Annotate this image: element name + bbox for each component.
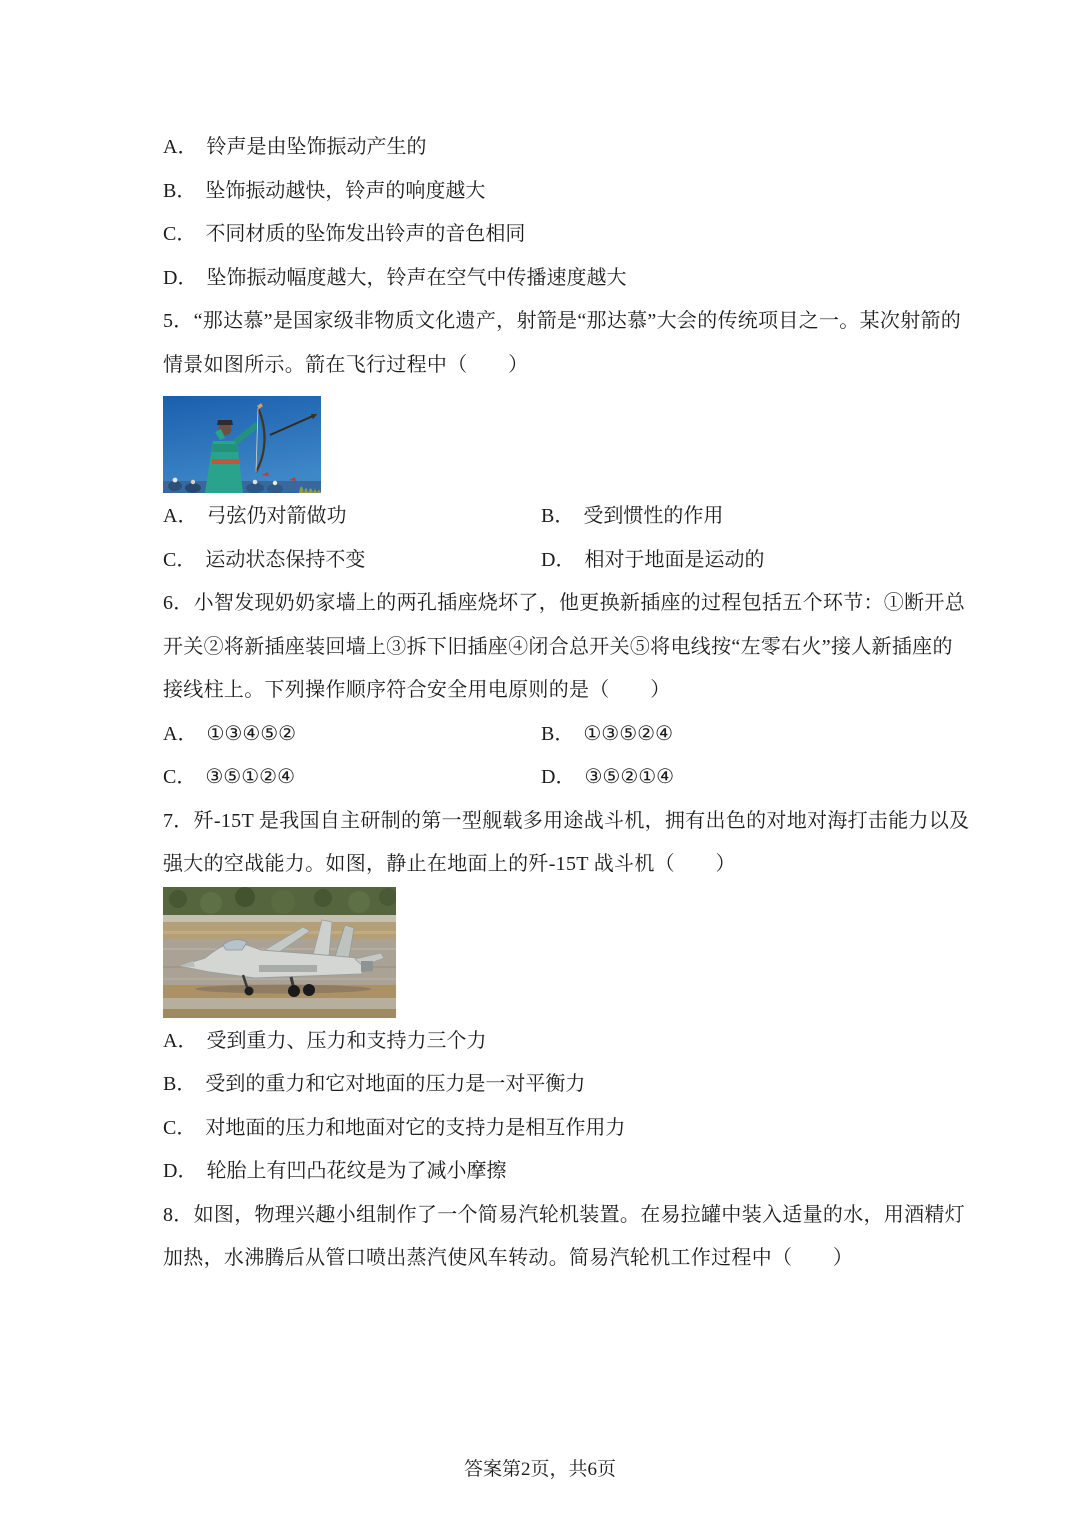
- question-stem-line: 8．如图，物理兴趣小组制作了一个简易汽轮机装置。在易拉罐中装入适量的水，用酒精灯: [163, 1203, 965, 1226]
- option-row: [163, 1150, 921, 1194]
- option-text: 相对于地面是运动的: [584, 548, 765, 571]
- option-label: D．: [541, 548, 576, 571]
- option-text: 受到的重力和它对地面的压力是一对平衡力: [205, 1073, 586, 1095]
- option-row: [163, 170, 921, 214]
- option-label: B．: [541, 722, 575, 745]
- question-stem-line: 开关②将新插座装回墙上③拆下旧插座④闭合总开关⑤将电线按“左零右火”接人新插座的: [163, 635, 953, 658]
- option-text: 对地面的压力和地面对它的支持力是相互作用力: [205, 1116, 626, 1139]
- option-label: C．: [163, 548, 197, 571]
- page-footer: 答案第2页，共6页: [463, 1459, 616, 1480]
- option-label: A．: [163, 1029, 198, 1052]
- question-stem-line: 情景如图所示。箭在飞行过程中（ ）: [163, 353, 529, 376]
- option-row: [163, 713, 541, 757]
- option-row: [163, 1107, 921, 1151]
- question-stem-line: 接线柱上。下列操作顺序符合安全用电原则的是（ ）: [163, 679, 671, 701]
- option-label: B．: [541, 505, 575, 527]
- page-content: [163, 126, 970, 1281]
- option-text: ①③⑤②④: [583, 722, 673, 745]
- option-label: C．: [163, 766, 197, 788]
- option-text: 不同材质的坠饰发出铃声的音色相同: [205, 223, 526, 245]
- question-stem-line: 加热，水沸腾后从管口喷出蒸汽使风车转动。简易汽轮机工作过程中（ ）: [163, 1247, 854, 1269]
- question-stem-line: 5．“那达慕”是国家级非物质文化遗产，射箭是“那达慕”大会的传统项目之一。某次射箭的: [163, 310, 962, 332]
- option-row: [163, 495, 541, 539]
- fighter-jet-photo: [163, 887, 921, 1018]
- question-stem-line: 强大的空战能力。如图，静止在地面上的歼-15T 战斗机（ ）: [163, 853, 736, 875]
- question-6: [163, 582, 965, 800]
- option-row: [541, 495, 921, 539]
- option-grid-row: [163, 756, 921, 800]
- option-text: 受到惯性的作用: [583, 505, 724, 527]
- fighter-jet-photo-graphic: [163, 887, 396, 1018]
- option-text: 铃声是由坠饰振动产生的: [206, 136, 427, 158]
- question-stem-line: 7．歼-15T 是我国自主研制的第一型舰载多用途战斗机，拥有出色的对地对海打击能力以及: [163, 809, 970, 832]
- option-label: B．: [163, 179, 197, 202]
- question-5: [163, 300, 962, 582]
- option-row: [541, 756, 921, 800]
- option-text: ③⑤②①④: [584, 766, 675, 788]
- option-label: C．: [163, 1116, 197, 1139]
- option-text: 坠饰振动越快，铃声的响度越大: [205, 179, 486, 202]
- option-row: [541, 539, 921, 583]
- option-label: D．: [163, 266, 198, 289]
- option-text: 运动状态保持不变: [205, 548, 366, 571]
- option-text: ③⑤①②④: [205, 766, 295, 788]
- option-text: 坠饰振动幅度越大，铃声在空气中传播速度越大: [206, 266, 627, 289]
- option-row: [163, 213, 921, 257]
- option-row: [163, 126, 921, 170]
- option-label: A．: [163, 505, 198, 527]
- option-row: [163, 257, 921, 301]
- option-text: ①③④⑤②: [206, 722, 297, 745]
- option-row: [163, 1063, 921, 1107]
- option-grid-row: [163, 495, 921, 539]
- option-grid-row: [163, 539, 921, 583]
- option-row: [541, 713, 921, 757]
- option-label: A．: [163, 722, 198, 745]
- question-stem-line: 6．小智发现奶奶家墙上的两孔插座烧坏了，他更换新插座的过程包括五个环节：①断开总: [163, 592, 965, 614]
- option-text: 受到重力、压力和支持力三个力: [206, 1029, 487, 1052]
- option-text: 弓弦仍对箭做功: [206, 505, 347, 527]
- option-grid-row: [163, 713, 921, 757]
- option-text: 轮胎上有凹凸花纹是为了减小摩擦: [206, 1160, 507, 1182]
- option-row: [163, 539, 541, 583]
- option-label: A．: [163, 136, 198, 158]
- option-row: [163, 756, 541, 800]
- archery-photo: [163, 396, 921, 493]
- option-label: D．: [163, 1160, 198, 1182]
- option-label: C．: [163, 223, 197, 245]
- option-label: D．: [541, 766, 576, 788]
- archery-photo-graphic: [163, 396, 321, 493]
- question-8: [163, 1194, 965, 1281]
- question-7: [163, 800, 970, 1194]
- option-label: B．: [163, 1073, 197, 1095]
- option-row: [163, 1020, 921, 1064]
